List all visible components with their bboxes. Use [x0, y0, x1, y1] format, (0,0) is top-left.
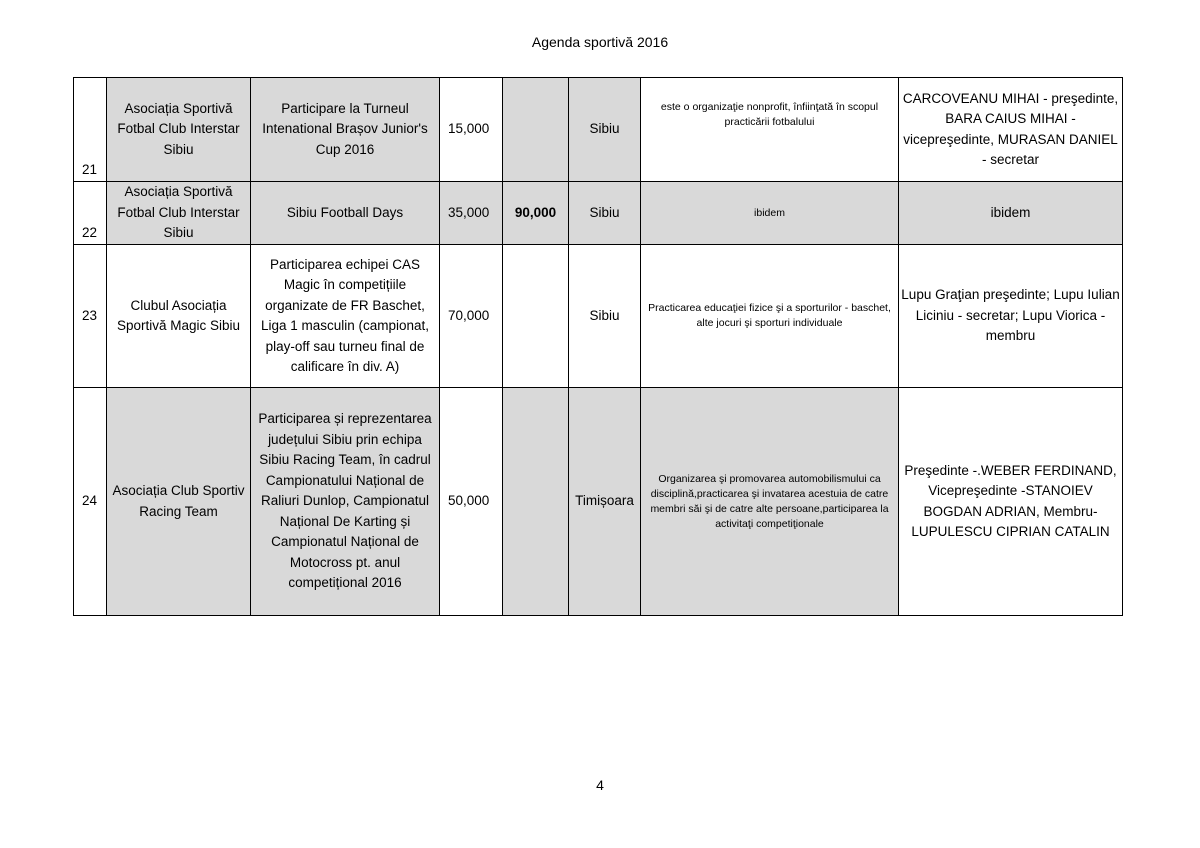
purpose-cell: este o organizaţie nonprofit, înfiinţată în scopul practicării fotbalului [641, 78, 899, 182]
location-cell: Timișoara [569, 388, 641, 616]
purpose-cell: Practicarea educaţiei fizice şi a sporturilor - baschet, alte jocuri şi sporturi individuale [641, 245, 899, 388]
table-row [74, 182, 1123, 245]
applicant-cell: Asociația Club Sportiv Racing Team [107, 388, 251, 616]
applicant-cell: Asociația Sportivă Fotbal Club Interstar Sibiu [107, 182, 251, 245]
total-cell: 90,000 [503, 182, 569, 245]
amount-cell: 70,000 [440, 245, 503, 388]
row-number: 21 [74, 78, 107, 182]
applicant-cell: Clubul Asociația Sportivă Magic Sibiu [107, 245, 251, 388]
row-number: 24 [74, 388, 107, 616]
agenda-table [73, 77, 1123, 616]
row-number: 23 [74, 245, 107, 388]
project-cell: Participarea și reprezentarea județului Sibiu prin echipa Sibiu Racing Team, în cadrul Campionatului Național de Raliuri Dunlop, Campionatul Național De Karting și Campionatul Național de Motocross pt. anul competițional 2016 [251, 388, 440, 616]
amount-cell: 15,000 [440, 78, 503, 182]
page-title: Agenda sportivă 2016 [531, 34, 669, 50]
board-cell: Preşedinte -.WEBER FERDINAND, Vicepreşedinte -STANOIEV BOGDAN ADRIAN, Membru-LUPULESCU CIPRIAN CATALIN [899, 388, 1123, 616]
amount-cell: 35,000 [440, 182, 503, 245]
total-cell [503, 388, 569, 616]
board-cell: ibidem [899, 182, 1123, 245]
page-number: 4 [596, 777, 604, 793]
table-row [74, 78, 1123, 182]
table-row [74, 245, 1123, 388]
amount-cell: 50,000 [440, 388, 503, 616]
location-cell: Sibiu [569, 182, 641, 245]
project-cell: Sibiu Football Days [251, 182, 440, 245]
project-cell: Participare la Turneul Intenational Brașov Junior's Cup 2016 [251, 78, 440, 182]
board-cell: CARCOVEANU MIHAI - preşedinte, BARA CAIUS MIHAI - vicepreşedinte, MURASAN DANIEL - secretar [899, 78, 1123, 182]
table-row [74, 388, 1123, 616]
row-number: 22 [74, 182, 107, 245]
board-cell: Lupu Graţian preşedinte; Lupu Iulian Liciniu - secretar; Lupu Viorica - membru [899, 245, 1123, 388]
project-cell: Participarea echipei CAS Magic în competițiile organizate de FR Baschet, Liga 1 masculin (campionat, play-off sau turneu final de calificare în div. A) [251, 245, 440, 388]
total-cell [503, 78, 569, 182]
location-cell: Sibiu [569, 245, 641, 388]
total-cell [503, 245, 569, 388]
purpose-cell: ibidem [641, 182, 899, 245]
location-cell: Sibiu [569, 78, 641, 182]
purpose-cell: Organizarea şi promovarea automobilismului ca disciplină,practicarea şi invatarea acestuia de catre membri săi şi de catre alte persoane,participarea la activitaţi competiţionale [641, 388, 899, 616]
applicant-cell: Asociația Sportivă Fotbal Club Interstar Sibiu [107, 78, 251, 182]
